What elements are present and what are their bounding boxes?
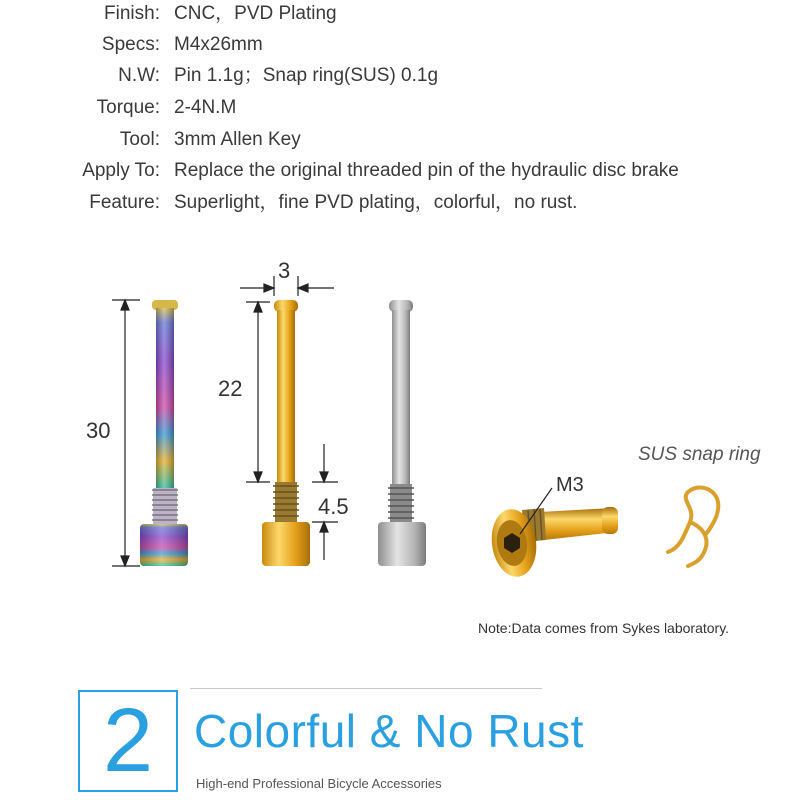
spec-value: 3mm Allen Key: [174, 129, 301, 150]
section-number: 2: [102, 691, 154, 791]
snap-ring-label: SUS snap ring: [638, 444, 761, 465]
lab-note: Note:Data comes from Sykes laboratory.: [478, 620, 730, 636]
rainbow-pin: [140, 300, 188, 566]
spec-value: Pin 1.1g；Snap ring(SUS) 0.1g: [174, 65, 439, 86]
section-subtitle: High-end Professional Bicycle Accessories: [196, 776, 442, 791]
snap-ring: [668, 487, 718, 566]
section-title: Colorful & No Rust: [194, 705, 584, 757]
thread-length-label: 4.5: [318, 494, 349, 519]
spec-label: Apply To:: [82, 160, 160, 181]
spec-value: M4x26mm: [174, 34, 263, 55]
spec-label: Finish:: [104, 3, 160, 24]
steel-pin: [378, 300, 426, 566]
spec-label: Torque:: [96, 97, 160, 118]
spec-value: 2-4N.M: [174, 97, 237, 118]
spec-label: Specs:: [101, 34, 160, 55]
spec-value: Replace the original threaded pin of the hydraulic disc brake: [174, 160, 679, 181]
spec-value: CNC，PVD Plating: [174, 3, 337, 24]
spec-value: Superlight，fine PVD plating，colorful，no rust.: [174, 192, 578, 213]
divider: [190, 688, 542, 689]
total-length-label: 30: [86, 418, 111, 443]
gold-pin: [262, 300, 310, 566]
shank-length-label: 22: [218, 376, 243, 401]
angled-gold-pin: [487, 506, 618, 579]
spec-label: N.W:: [118, 65, 160, 86]
spec-label: Tool:: [119, 129, 160, 150]
spec-label: Feature:: [89, 192, 160, 213]
diameter-label: 3: [278, 258, 291, 283]
thread-size-label: M3: [556, 474, 584, 496]
